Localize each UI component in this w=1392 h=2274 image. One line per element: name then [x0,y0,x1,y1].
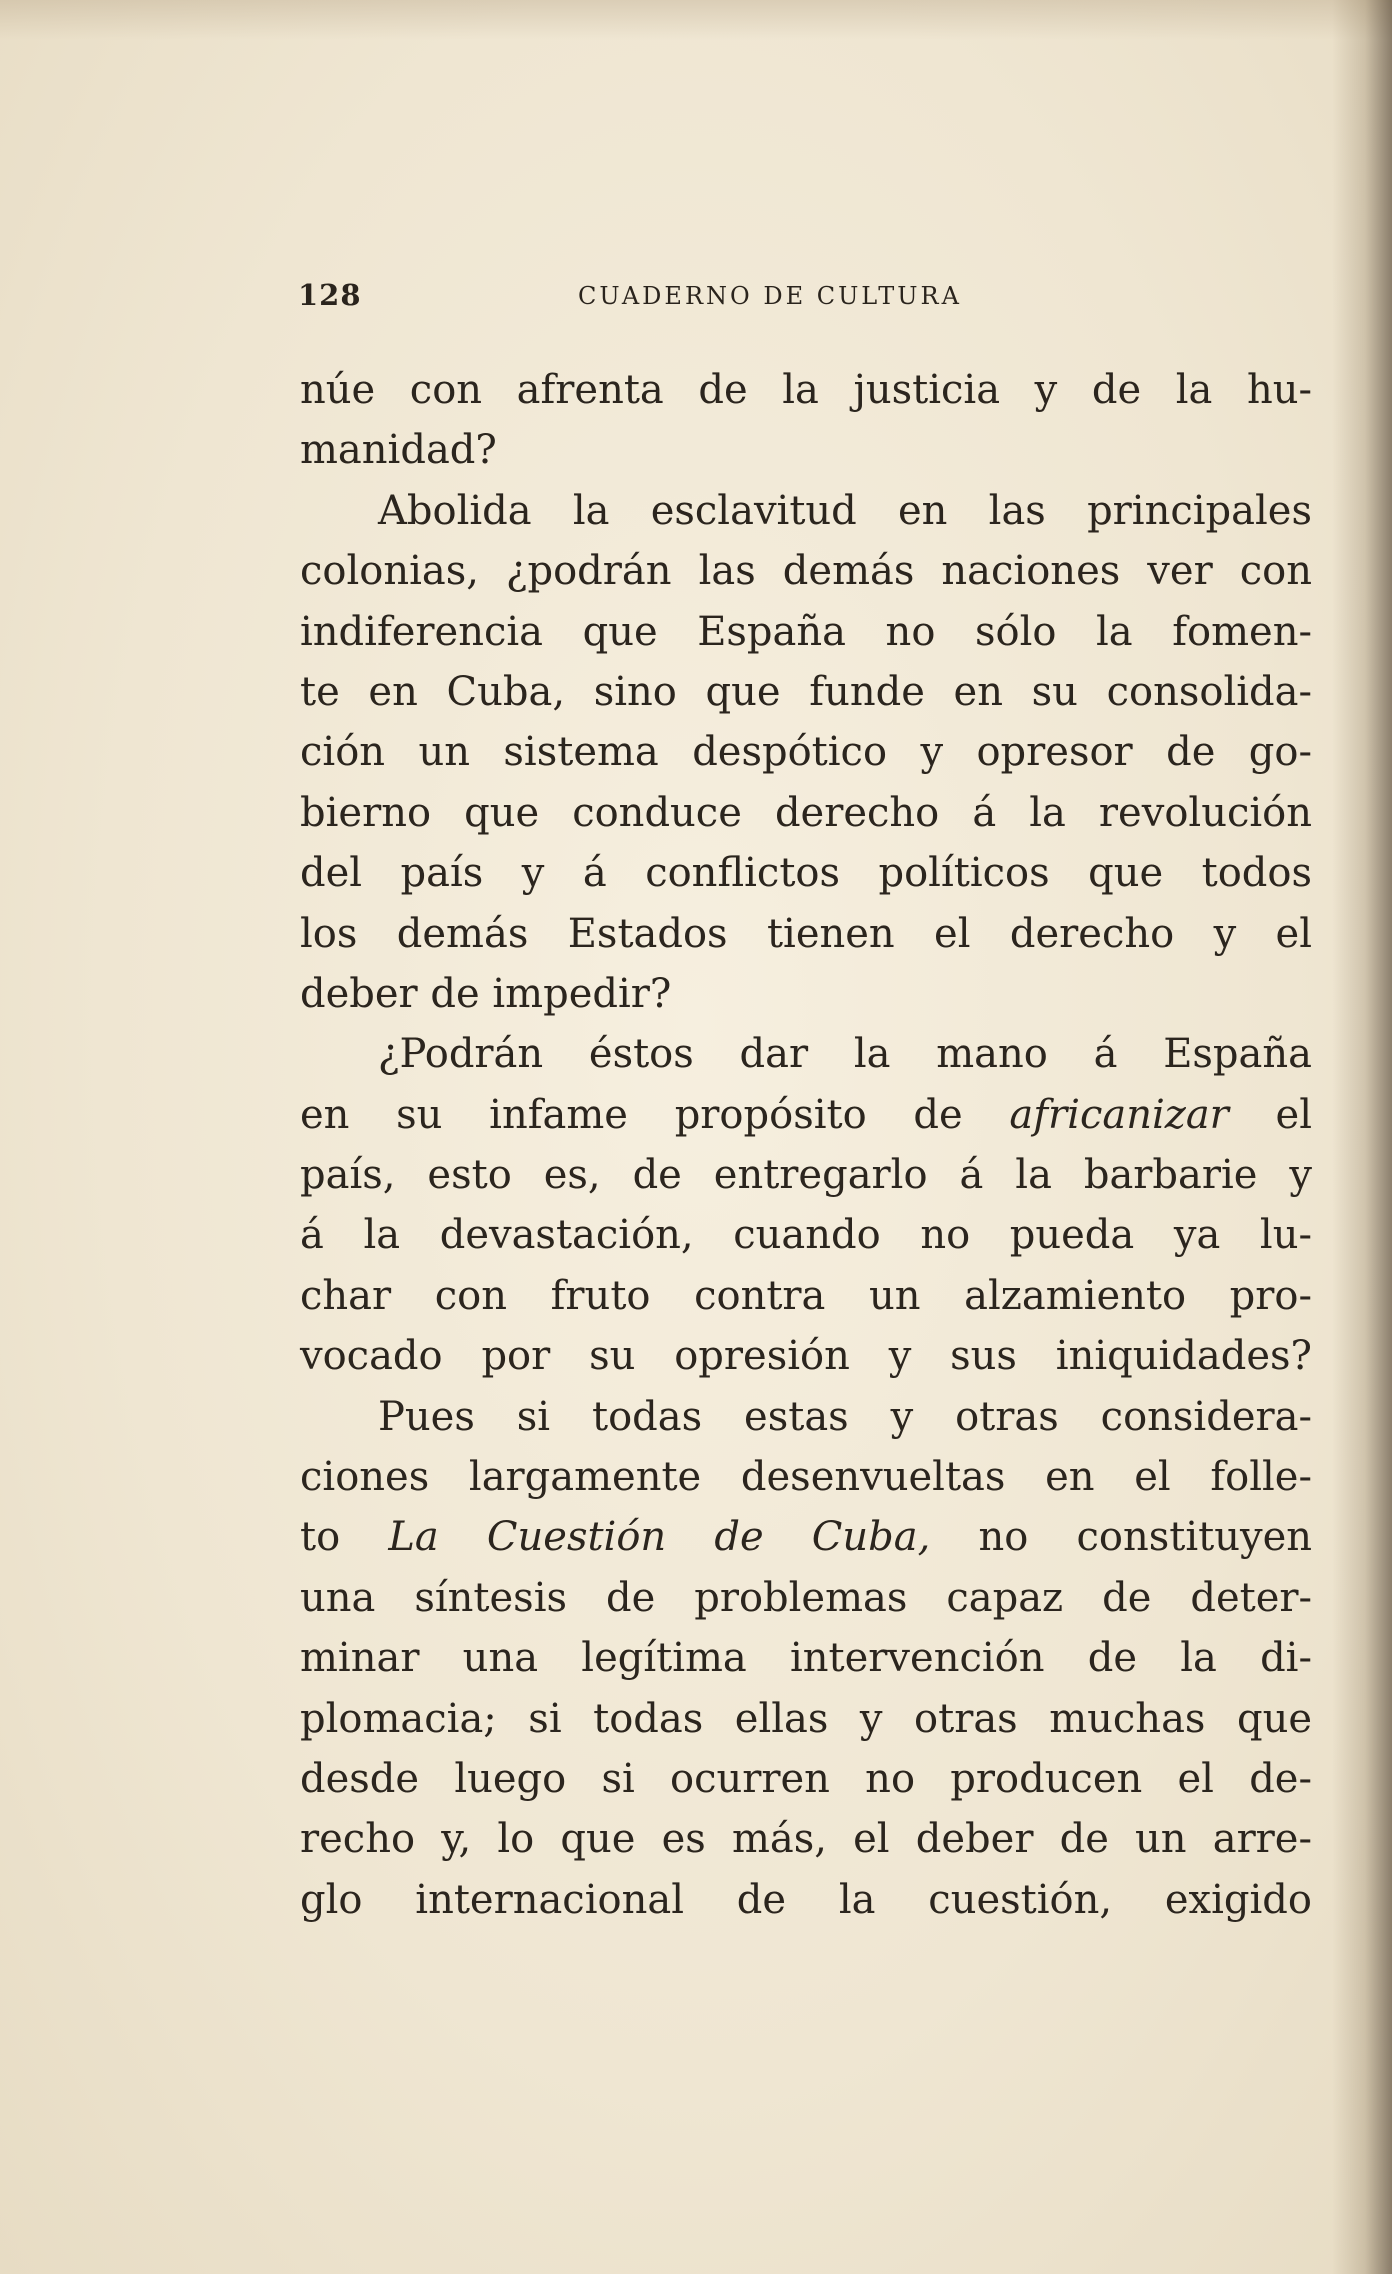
page-header [298,278,1298,328]
text-line: núe con afrenta de la justicia y de la hu- [300,367,1312,413]
text-line: colonias, ¿podrán las demás naciones ver con [300,548,1312,595]
italic-term: africanizar [1009,1091,1229,1138]
text-line: char con fruto contra un alzamiento pro- [300,1272,1312,1319]
text-line: manidad? [300,427,497,474]
paragraph-first-line: Abolida la esclavitud en las principales [378,487,1312,534]
page-top-shadow [0,0,1392,40]
text-line: recho y, lo que es más, el deber de un arre- [300,1816,1312,1863]
text-line: te en Cuba, sino que funde en su consolida- [300,668,1312,715]
text-line: plomacia; si todas ellas y otras muchas que [300,1695,1312,1742]
page-edge-shadow [1332,0,1392,2274]
text-line: minar una legítima intervención de la di- [300,1635,1312,1682]
page-number: 128 [298,278,362,312]
body-text [300,360,1312,1930]
text-line: los demás Estados tienen el derecho y el [300,910,1312,957]
text-line: del país y á conflictos políticos que todos [300,850,1312,897]
text-line: ción un sistema despótico y opresor de go- [300,729,1312,776]
italic-title: La Cuestión de Cuba, [388,1514,931,1561]
text-line: en su infame propósito de africanizar el [300,1091,1312,1138]
text-line: una síntesis de problemas capaz de deter- [300,1574,1312,1621]
text-line: á la devastación, cuando no pueda ya lu- [300,1212,1312,1259]
text-line: país, esto es, de entregarlo á la barbarie y [300,1152,1312,1199]
paragraph-first-line: ¿Podrán éstos dar la mano á España [378,1031,1312,1078]
text-line: vocado por su opresión y sus iniquidades? [300,1333,1312,1380]
text-line: indiferencia que España no sólo la fomen- [300,608,1312,655]
paragraph-first-line: Pues si todas estas y otras considera- [378,1393,1312,1440]
text-line: deber de impedir? [300,970,672,1017]
text-line: to La Cuestión de Cuba, no constituyen [300,1514,1313,1561]
text-line: desde luego si ocurren no producen el de- [300,1755,1312,1802]
text-line: glo internacional de la cuestión, exigido [300,1876,1312,1923]
text-line: ciones largamente desenvueltas en el folle- [300,1454,1312,1501]
text-line: bierno que conduce derecho á la revolución [300,789,1312,836]
running-head: CUADERNO DE CULTURA [578,282,962,310]
